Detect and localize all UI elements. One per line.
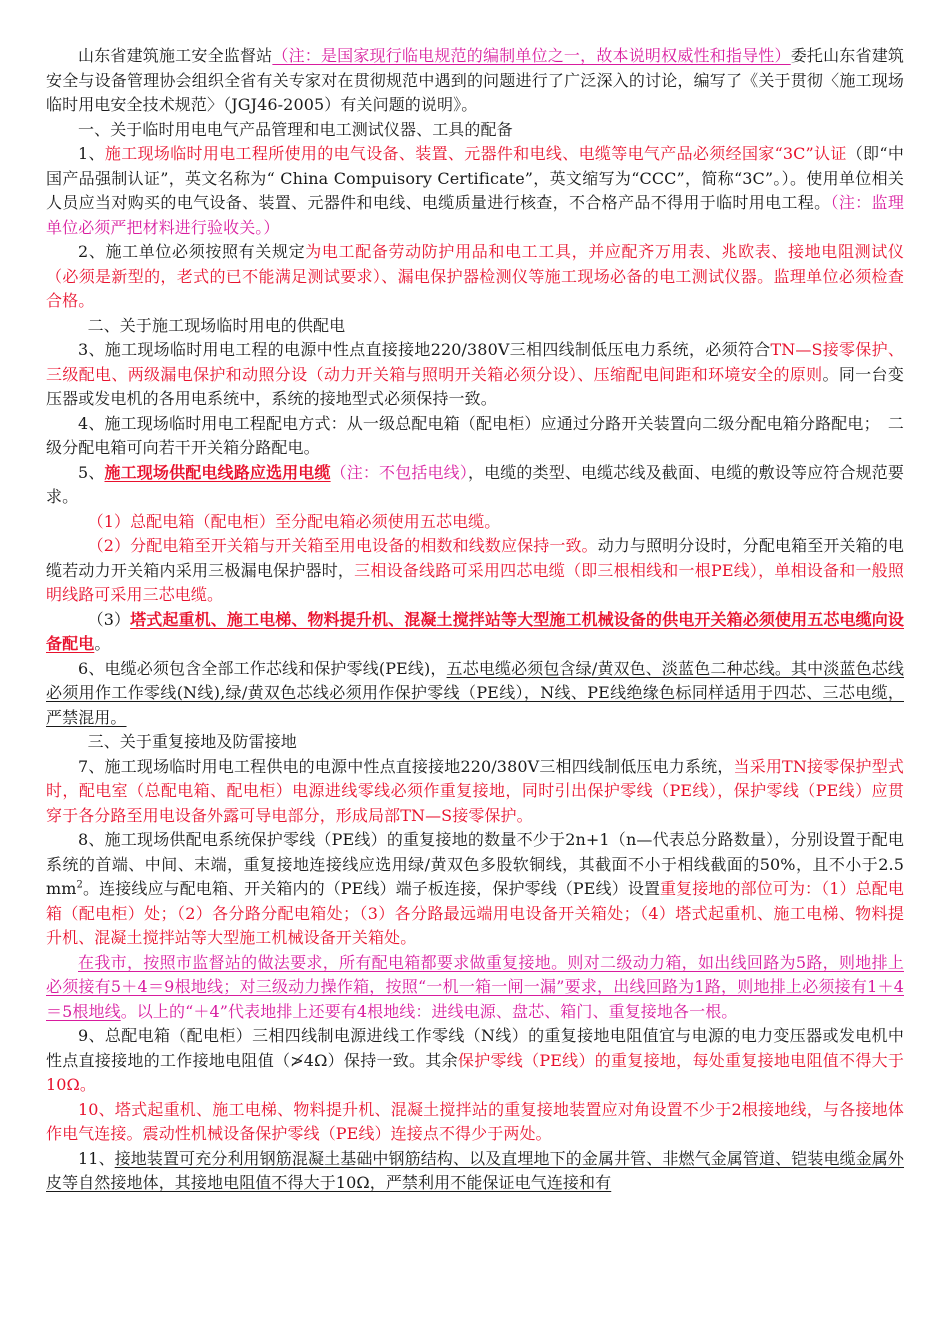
clause-6 (46, 657, 904, 731)
clause-1 (46, 142, 904, 240)
clause-2-text: 2、施工单位必须按照有关规定 (78, 242, 306, 261)
clause-11 (46, 1147, 904, 1196)
clause-5 (46, 461, 904, 510)
clause-1-note: （注：监理单位必须严把材料进行验收关。） (46, 193, 904, 237)
intro-org: 山东省建筑施工安全监督站 (78, 46, 273, 65)
section-heading-2: 二、关于施工现场临时用电的供配电 (87, 315, 346, 335)
clause-8-text: 8、施工现场供配电系统保护零线（PE线）的重复接地的数量不少于2n+1（n—代表总分路数量），分别设置于配电系统的首端、中间、末端，重复接地连接线应选用绿/黄双色多股软铜线，其截面不小于相线截面的50%，且不小于2.5 mm (46, 830, 904, 898)
clause-1-number: 1、 (78, 144, 105, 163)
clause-9 (46, 1024, 904, 1098)
clause-5-item-3-number: （3） (87, 609, 131, 629)
intro-text: 委托山东省建筑安全与设备管理协会组织全省有关专家对在贯彻规范中遇到的问题进行了广泛深入的讨论，编写了《关于贯彻〈施工现场临时用电安全技术规范〉（JGJ46-2005）有关问题的说明》。 (46, 46, 905, 114)
clause-9-text: 9、总配电箱（配电柜）三相四线制电源进线工作零线（N线）的重复接地电阻值宜与电源的电力变压器或发电机中性点直接接地的工作接地电阻值（≯4Ω）保持一致。其余 (46, 1026, 904, 1070)
clause-9-highlight: 保护零线（PE线）的重复接地，每处重复接地电阻值不得大于10Ω。 (46, 1050, 905, 1094)
clause-5-item-2-highlight-2: 三相设备线路可采用四芯电缆（即三根相线和一根PE线），单相设备和一般照明线路可采用三芯电缆。 (46, 560, 904, 604)
clause-4: 4、施工现场临时用电工程配电方式：从一级总配电箱（配电柜）应通过分路开关装置向二级分配电箱分路配电； 二级分配电箱可向若干开关箱分路配电。 (46, 413, 904, 457)
clause-8 (46, 828, 904, 951)
clause-2 (46, 240, 904, 314)
clause-7-highlight: 当采用TN接零保护型式时，配电室（总配电箱、配电柜）电源进线零线必须作重复接地，同时引出保护零线（PE线），保护零线（PE线）应贯穿于各分路至用电设备外露可导电部分，形成局部TN—S接零保护。 (46, 756, 904, 825)
clause-5-item-2 (46, 534, 904, 608)
intro-paragraph (46, 44, 904, 118)
section-heading-3: 三、关于重复接地及防雷接地 (87, 732, 297, 751)
intro-note: （注：是国家现行临电规范的编制单位之一，故本说明权威性和指导性） (272, 46, 791, 65)
clause-3-highlight: TN—S接零保护、三级配电、两级漏电保护和动照分设（动力开关箱与照明开关箱必须分设）、压缩配电间距和环境安全的原则 (46, 340, 904, 384)
clause-5-item-3-end: 。 (94, 634, 111, 653)
clause-5-text: ，电缆的类型、电缆芯线及截面、电缆的敷设等应符合规范要求。 (46, 462, 904, 506)
clause-11-underlined: 接地装置可充分利用钢筋混凝土基础中钢筋结构、以及直埋地下的金属井管、非燃气金属管道、铠装电缆金属外皮等自然接地体，其接地电阻值不得大于10Ω，严禁利用不能保证电气连接和有 (46, 1148, 904, 1192)
clause-3-tail: 。同一台变压器或发电机的各用电系统中，系统的接地型式必须保持一致。 (46, 364, 904, 408)
clause-1-text: （即“中国产品强制认证”，英文名称为“ China Compuisory Certificate”，英文缩写为“CCC”，简称“3C”。）。使用单位相关人员应当对购买的电气设备、装置、元器件和电线、电缆质量进行核查，不合格产品不得用于临时用电工程。 (46, 144, 904, 212)
clause-8-highlight: 重复接地的部位可为：（1）总配电箱（配电柜）处；（2）各分路分配电箱处；（3）各分路最远端用电设备开关箱处；（4）塔式起重机、施工电梯、物料提升机、混凝土搅拌站等大型施工机械设备开关箱处。 (46, 879, 905, 947)
clause-6-text: 6、电缆必须包含全部工作芯线和保护零线(PE线)， (78, 658, 447, 678)
clause-11-number: 11、 (78, 1148, 115, 1168)
clause-7 (46, 755, 904, 829)
clause-10: 10、塔式起重机、施工电梯、物料提升机、混凝土搅拌站的重复接地装置应对角设置不少于2根接地线，与各接地体作电气连接。震动性机械设备保护零线（PE线）连接点不得少于两处。 (46, 1099, 904, 1143)
clause-5-item-3-highlight: 塔式起重机、施工电梯、物料提升机、混凝土搅拌站等大型施工机械设备的供电开关箱必须使用五芯电缆向设备配电 (46, 609, 904, 653)
clause-2-highlight: 为电工配备劳动防护用品和电工工具，并应配齐万用表、兆欧表、接地电阻测试仪（必须是新型的，老式的已不能满足测试要求）、漏电保护器检测仪等施工现场必备的电工测试仪器。监理单位必须检查合格。 (46, 242, 904, 310)
clause-3 (46, 338, 904, 412)
local-note-underlined: 在我市，按照市监督站的做法要求，所有配电箱都要求做重复接地。则对二级动力箱，如出线回路为5路，则地排上必须接有5＋4＝9根地线；对三级动力操作箱，按照“一机一箱一闸一漏”要求，出线回路为1路，则地排上必须接有1＋4＝5根地线 (46, 952, 904, 1021)
clause-5-item-2-highlight: （2）分配电箱至开关箱与开关箱至用电设备的相数和线数应保持一致。 (87, 536, 598, 555)
clause-8-text-2: 。连接线应与配电箱、开关箱内的（PE线）端子板连接，保护零线（PE线）设置 (83, 879, 661, 898)
clause-5-highlight: 施工现场供配电线路应选用电缆 (104, 462, 331, 482)
clause-1-highlight: 施工现场临时用电工程所使用的电气设备、装置、元器件和电线、电缆等电气产品必须经国家“3C”认证 (104, 144, 847, 163)
section-heading-1: 一、关于临时用电电气产品管理和电工测试仪器、工具的配备 (78, 119, 513, 139)
clause-8-superscript: 2 (76, 879, 84, 891)
clause-3-text: 3、施工现场临时用电工程的电源中性点直接接地220/380V三相四线制低压电力系统，必须符合 (78, 340, 771, 359)
local-note (46, 951, 904, 1025)
clause-5-note: （注：不包括电线） (330, 462, 468, 482)
clause-5-item-2-text: 动力与照明分设时，分配电箱至开关箱的电缆若动力开关箱内采用三极漏电保护器时， (46, 536, 904, 580)
clause-5-number: 5、 (78, 462, 105, 482)
clause-7-text: 7、施工现场临时用电工程供电的电源中性点直接接地220/380V三相四线制低压电力系统， (78, 756, 734, 776)
clause-5-item-3 (46, 608, 904, 657)
clause-6-underlined: 五芯电缆必须包含绿/黄双色、淡蓝色二种芯线。其中淡蓝色芯线必须用作工作零线(N线),绿/黄双色芯线必须用作保护零线（PE线），N线、PE线绝缘色标同样适用于四芯、三芯电缆，严禁混用。 (46, 658, 904, 727)
clause-5-item-1: （1）总配电箱（配电柜）至分配电箱必须使用五芯电缆。 (87, 511, 501, 531)
local-note-text: 。以上的“＋4”代表地排上还要有4根地线：进线电源、盘芯、箱门、重复接地各一根。 (120, 1001, 738, 1021)
